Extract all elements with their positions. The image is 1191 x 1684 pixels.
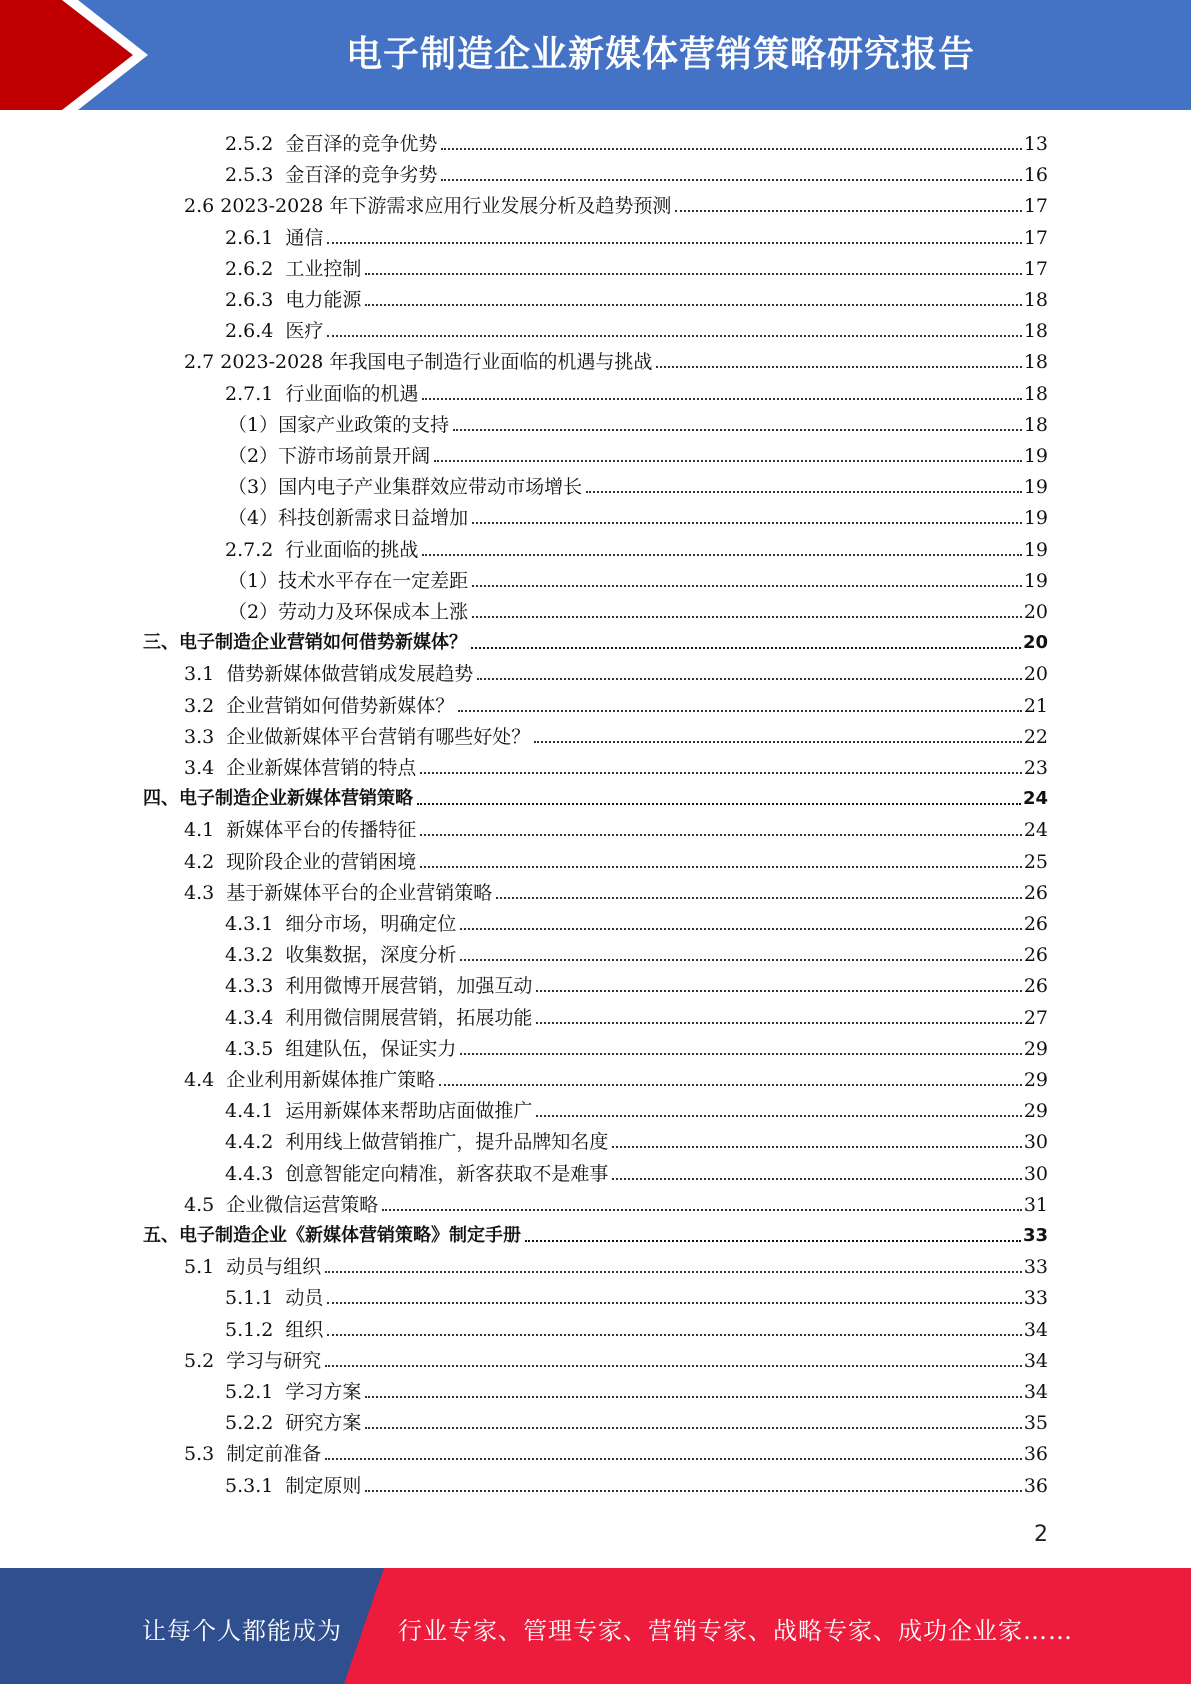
toc-entry-page: 19 <box>1023 538 1048 561</box>
page-footer <box>0 1568 1191 1684</box>
toc-entry-page: 20 <box>1023 601 1048 623</box>
toc-entry-label: 4.3.5 组建队伍，保证实力 <box>225 1037 457 1060</box>
toc-dot-leader <box>365 1490 1021 1492</box>
toc-entry-label: 3.3 企业做新媒体平台营销有哪些好处？ <box>184 725 531 748</box>
toc-entry-page: 19 <box>1023 476 1048 499</box>
toc-entry[interactable] <box>184 344 1048 374</box>
toc-dot-leader <box>656 366 1021 368</box>
toc-entry-label: 2.6 2023-2028 年下游需求应用行业发展分析及趋势预测 <box>184 195 672 218</box>
toc-entry[interactable] <box>225 251 1048 281</box>
toc-entry-page: 18 <box>1023 289 1048 311</box>
toc-entry-label: 5.3.1 制定原则 <box>225 1474 362 1497</box>
toc-dot-leader <box>460 959 1021 961</box>
toc-entry-page: 20 <box>1023 663 1048 686</box>
toc-entry-page: 35 <box>1023 1412 1048 1435</box>
toc-entry[interactable] <box>143 1218 1048 1248</box>
toc-entry-label: 2.5.2 金百泽的竞争优势 <box>225 133 438 155</box>
toc-entry[interactable] <box>184 844 1048 874</box>
toc-entry-label: 4.4.2 利用线上做营销推广，提升品牌知名度 <box>225 1131 609 1154</box>
toc-entry-label: （1）技术水平存在一定差距 <box>228 569 469 592</box>
toc-dot-leader <box>472 585 1022 587</box>
toc-entry-page: 24 <box>1023 819 1048 842</box>
toc-entry[interactable] <box>184 719 1048 749</box>
toc-entry-page: 21 <box>1023 694 1048 717</box>
header-arrow-decoration <box>0 0 160 110</box>
toc-entry[interactable] <box>184 812 1048 842</box>
toc-dot-leader <box>420 866 1022 868</box>
toc-dot-leader <box>365 1427 1021 1429</box>
toc-entry-page: 26 <box>1023 913 1048 935</box>
toc-entry-label: 5.2.1 学习方案 <box>225 1381 362 1403</box>
toc-entry[interactable] <box>225 937 1048 967</box>
toc-entry[interactable] <box>184 688 1048 718</box>
toc-entry[interactable] <box>228 438 1048 468</box>
toc-entry-label: 5.1.1 动员 <box>225 1287 324 1310</box>
toc-dot-leader <box>434 460 1022 462</box>
toc-dot-leader <box>453 429 1022 431</box>
toc-entry[interactable] <box>225 1000 1048 1030</box>
toc-dot-leader <box>325 1458 1022 1460</box>
toc-entry-label: 4.4.3 创意智能定向精准，新客获取不是难事 <box>225 1162 609 1185</box>
toc-entry[interactable] <box>225 126 1048 156</box>
toc-entry[interactable] <box>225 1280 1048 1310</box>
toc-entry[interactable] <box>225 906 1048 936</box>
toc-entry-label: 5.2 学习与研究 <box>184 1349 322 1372</box>
toc-dot-leader <box>496 897 1022 899</box>
toc-dot-leader <box>536 1022 1021 1024</box>
toc-dot-leader <box>458 710 1022 712</box>
toc-dot-leader <box>382 1209 1022 1211</box>
toc-dot-leader <box>471 647 1021 649</box>
toc-entry[interactable] <box>184 1249 1048 1279</box>
toc-entry-label: 4.3.3 利用微博开展营销，加强互动 <box>225 975 533 998</box>
toc-entry[interactable] <box>225 1093 1048 1123</box>
toc-dot-leader <box>325 1271 1022 1273</box>
toc-entry[interactable] <box>225 1374 1048 1404</box>
toc-entry-page: 33 <box>1023 1256 1048 1279</box>
toc-dot-leader <box>420 834 1022 836</box>
toc-entry[interactable] <box>228 563 1048 593</box>
toc-dot-leader <box>472 522 1022 524</box>
toc-dot-leader <box>327 242 1021 244</box>
toc-entry-page: 36 <box>1023 1474 1048 1497</box>
toc-entry-page: 33 <box>1023 1287 1048 1310</box>
toc-entry-label: 5.1 动员与组织 <box>184 1256 322 1279</box>
toc-dot-leader <box>365 273 1021 275</box>
toc-dot-leader <box>612 1178 1021 1180</box>
toc-dot-leader <box>439 1084 1022 1086</box>
toc-dot-leader <box>422 554 1021 556</box>
toc-entry-page: 17 <box>1023 195 1048 218</box>
toc-dot-leader <box>441 148 1021 150</box>
toc-entry[interactable] <box>228 500 1048 530</box>
toc-entry[interactable] <box>225 1405 1048 1435</box>
toc-entry[interactable] <box>184 1062 1048 1092</box>
toc-entry[interactable] <box>184 750 1048 780</box>
toc-entry-page: 34 <box>1023 1381 1048 1403</box>
toc-entry-label: 4.4.1 运用新媒体来帮助店面做推广 <box>225 1100 533 1123</box>
toc-entry-label: 4.3.4 利用微信開展营销，拓展功能 <box>225 1006 533 1029</box>
toc-entry-label: （1）国家产业政策的支持 <box>228 413 450 436</box>
toc-entry-label: 4.5 企业微信运营策略 <box>184 1193 379 1216</box>
toc-entry-page: 29 <box>1023 1069 1048 1091</box>
toc-entry-label: （4）科技创新需求日益增加 <box>228 507 469 530</box>
toc-dot-leader <box>365 1396 1021 1398</box>
toc-entry-page: 19 <box>1023 569 1048 592</box>
toc-entry[interactable] <box>225 313 1048 343</box>
toc-entry-label: 2.6.3 电力能源 <box>225 289 362 311</box>
toc-entry-label: 四、电子制造企业新媒体营销策略 <box>143 788 413 810</box>
toc-entry-label: 2.6.4 医疗 <box>225 320 324 343</box>
toc-entry-page: 22 <box>1023 725 1048 748</box>
footer-slogan-left: 让每个人都能成为 <box>142 1617 342 1645</box>
toc-entry[interactable] <box>184 1187 1048 1217</box>
toc-entry-label: 4.2 现阶段企业的营销困境 <box>184 850 417 873</box>
toc-entry[interactable] <box>184 875 1048 905</box>
toc-entry[interactable] <box>225 220 1048 250</box>
toc-entry-page: 18 <box>1023 351 1048 374</box>
toc-entry[interactable] <box>225 1124 1048 1154</box>
toc-entry-label: 2.7 2023-2028 年我国电子制造行业面临的机遇与挑战 <box>184 351 653 374</box>
toc-entry-label: 4.3.2 收集数据，深度分析 <box>225 944 457 967</box>
toc-entry[interactable] <box>143 625 1048 655</box>
toc-entry-label: （3）国内电子产业集群效应带动市场增长 <box>228 476 583 499</box>
toc-entry[interactable] <box>225 376 1048 406</box>
toc-entry-page: 16 <box>1023 164 1048 187</box>
toc-entry[interactable] <box>184 1343 1048 1373</box>
toc-dot-leader <box>325 1365 1022 1367</box>
toc-entry-label: 2.6.2 工业控制 <box>225 257 362 280</box>
toc-dot-leader <box>675 210 1021 212</box>
toc-entry[interactable] <box>225 1312 1048 1342</box>
toc-entry[interactable] <box>184 1436 1048 1466</box>
toc-entry-label: 2.7.2 行业面临的挑战 <box>225 538 419 561</box>
toc-entry-label: 4.1 新媒体平台的传播特征 <box>184 819 417 842</box>
toc-entry-page: 34 <box>1023 1349 1048 1372</box>
toc-entry-label: 2.7.1 行业面临的机遇 <box>225 382 419 405</box>
toc-entry-page: 26 <box>1023 944 1048 967</box>
toc-dot-leader <box>422 398 1021 400</box>
toc-entry-page: 36 <box>1023 1443 1048 1466</box>
toc-entry-page: 24 <box>1022 788 1048 810</box>
toc-entry-label: 3.1 借势新媒体做营销成发展趋势 <box>184 663 474 686</box>
toc-entry[interactable] <box>225 157 1048 187</box>
toc-entry-page: 18 <box>1023 382 1048 405</box>
toc-entry-page: 26 <box>1023 975 1048 998</box>
toc-dot-leader <box>441 179 1021 181</box>
page-header <box>0 0 1191 110</box>
toc-dot-leader <box>536 990 1021 992</box>
toc-entry[interactable] <box>228 594 1048 624</box>
toc-entry[interactable] <box>225 968 1048 998</box>
toc-entry-label: 2.5.3 金百泽的竞争劣势 <box>225 164 438 187</box>
toc-entry[interactable] <box>225 282 1048 312</box>
toc-entry-label: 三、电子制造企业营销如何借势新媒体？ <box>143 632 467 654</box>
toc-entry-label: 4.3 基于新媒体平台的企业营销策略 <box>184 881 493 904</box>
toc-entry-page: 31 <box>1023 1193 1048 1216</box>
report-title: 电子制造企业新媒体营销策略研究报告 <box>345 34 975 75</box>
toc-dot-leader <box>460 1053 1021 1055</box>
toc-entry[interactable] <box>225 1031 1048 1061</box>
toc-dot-leader <box>327 335 1021 337</box>
toc-entry-label: 5.2.2 研究方案 <box>225 1412 362 1435</box>
toc-entry-page: 17 <box>1023 257 1048 280</box>
toc-entry-label: 2.6.1 通信 <box>225 226 324 249</box>
toc-entry-label: 4.3.1 细分市场，明确定位 <box>225 913 457 935</box>
toc-entry-page: 13 <box>1023 133 1048 155</box>
toc-dot-leader <box>327 1302 1021 1304</box>
toc-entry-page: 19 <box>1023 445 1048 467</box>
toc-entry[interactable] <box>228 469 1048 499</box>
page-number: 2 <box>1034 1522 1048 1547</box>
toc-entry[interactable] <box>225 1156 1048 1186</box>
toc-dot-leader <box>525 1240 1021 1242</box>
toc-entry-page: 18 <box>1023 320 1048 343</box>
toc-entry-label: 4.4 企业利用新媒体推广策略 <box>184 1069 436 1091</box>
toc-entry-page: 18 <box>1023 413 1048 436</box>
toc-entry-label: 3.2 企业营销如何借势新媒体？ <box>184 694 455 717</box>
toc-entry-page: 25 <box>1023 850 1048 873</box>
toc-entry-label: （2）下游市场前景开阔 <box>228 445 431 467</box>
toc-dot-leader <box>472 616 1022 618</box>
toc-entry-label: 3.4 企业新媒体营销的特点 <box>184 757 417 779</box>
toc-entry-page: 17 <box>1023 226 1048 249</box>
toc-dot-leader <box>612 1146 1021 1148</box>
toc-entry-label: 五、电子制造企业《新媒体营销策略》制定手册 <box>143 1225 521 1246</box>
footer-slogan-right: 行业专家、管理专家、营销专家、战略专家、成功企业家…… <box>398 1617 1073 1645</box>
toc-entry-page: 30 <box>1023 1162 1048 1185</box>
toc-entry[interactable] <box>225 532 1048 562</box>
toc-entry-page: 30 <box>1023 1131 1048 1154</box>
toc-dot-leader <box>536 1115 1021 1117</box>
toc-entry-page: 29 <box>1023 1037 1048 1060</box>
toc-entry[interactable] <box>184 188 1048 218</box>
toc-entry-page: 29 <box>1023 1100 1048 1123</box>
toc-entry[interactable] <box>184 656 1048 686</box>
toc-entry-page: 23 <box>1023 757 1048 779</box>
toc-dot-leader <box>586 491 1022 493</box>
toc-entry-label: （2）劳动力及环保成本上涨 <box>228 601 469 623</box>
toc-dot-leader <box>534 741 1022 743</box>
toc-dot-leader <box>365 304 1021 306</box>
toc-entry[interactable] <box>143 781 1048 811</box>
toc-entry[interactable] <box>228 407 1048 437</box>
toc-entry-page: 20 <box>1022 632 1048 654</box>
toc-entry-page: 27 <box>1023 1006 1048 1029</box>
toc-dot-leader <box>477 678 1022 680</box>
toc-entry-page: 26 <box>1023 881 1048 904</box>
toc-entry-page: 34 <box>1023 1318 1048 1341</box>
toc-dot-leader <box>327 1334 1021 1336</box>
toc-entry[interactable] <box>225 1468 1048 1498</box>
toc-dot-leader <box>417 803 1021 805</box>
toc-dot-leader <box>460 928 1021 930</box>
toc-dot-leader <box>420 772 1022 774</box>
toc-entry-page: 33 <box>1022 1225 1048 1246</box>
toc-entry-page: 19 <box>1023 507 1048 530</box>
toc-entry-label: 5.1.2 组织 <box>225 1318 324 1341</box>
toc-entry-label: 5.3 制定前准备 <box>184 1443 322 1466</box>
